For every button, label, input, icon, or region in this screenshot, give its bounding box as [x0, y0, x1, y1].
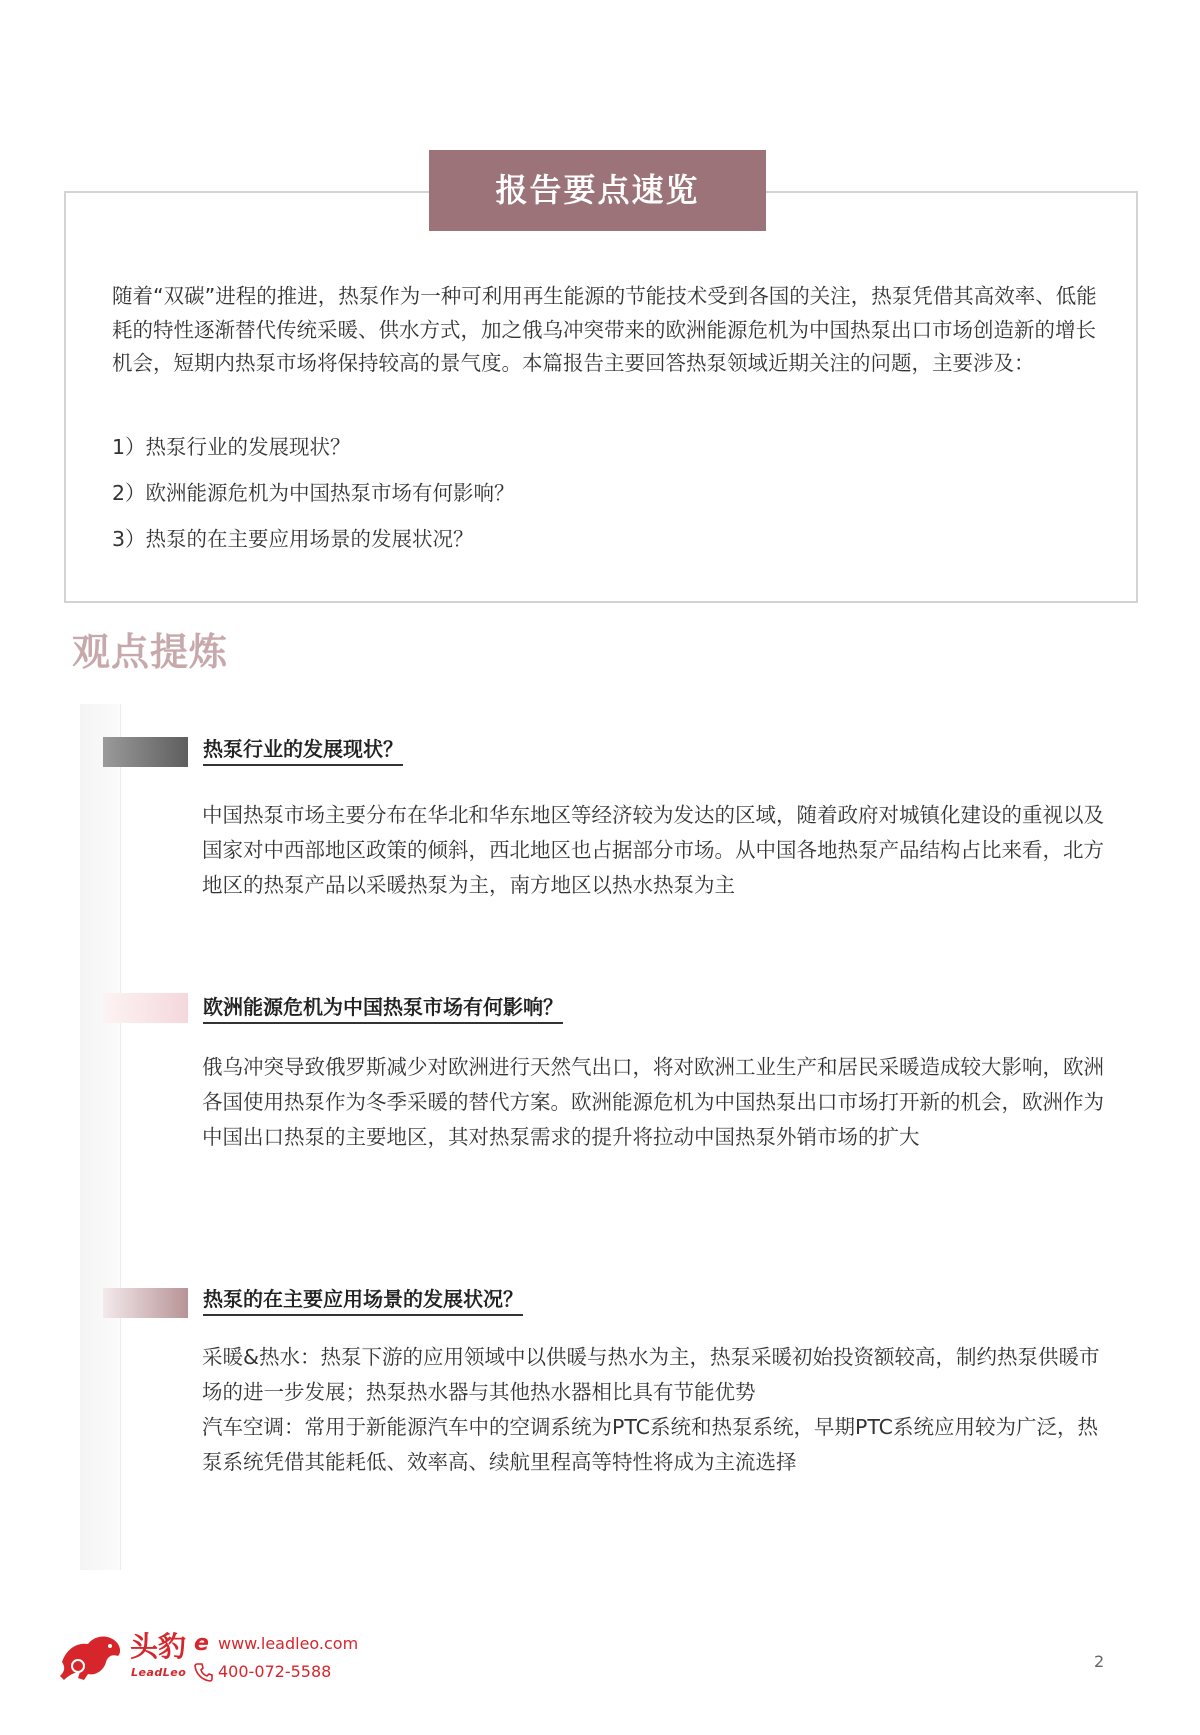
section-title-insights: 观点提炼 [72, 630, 229, 674]
web-icon: e [194, 1631, 209, 1656]
point-body-3a: 采暖&热水：热泵下游的应用领域中以供暖与热水为主，热泵采暖初始投资额较高，制约热泵供暖市场的进一步发展；热泵热水器与其他热水器相比具有节能优势 [202, 1345, 1100, 1404]
phone-number: 400-072-5588 [218, 1662, 332, 1681]
page-number: 2 [1094, 1652, 1105, 1671]
footer [60, 1630, 380, 1690]
point-marker-1 [103, 737, 188, 767]
point-body-1: 中国热泵市场主要分布在华北和华东地区等经济较为发达的区域，随着政府对城镇化建设的重视以及国家对中西部地区政策的倾斜，西北地区也占据部分市场。从中国各地热泵产品结构占比来看，北方地区的热泵产品以采暖热泵为主，南方地区以热水热泵为主 [202, 803, 1104, 897]
summary-question-2: 2）欧洲能源危机为中国热泵市场有何影响？ [112, 481, 515, 505]
logo-text-en: LeadLeo [131, 1666, 187, 1679]
leopard-logo-icon [60, 1632, 124, 1682]
summary-question-1: 1）热泵行业的发展现状？ [112, 435, 351, 459]
timeline-rail [80, 704, 121, 1570]
point-marker-2 [103, 993, 188, 1023]
point-marker-3 [103, 1288, 188, 1318]
summary-intro: 随着“双碳”进程的推进，热泵作为一种可利用再生能源的节能技术受到各国的关注，热泵凭借其高效率、低能耗的特性逐渐替代传统采暖、供水方式，加之俄乌冲突带来的欧洲能源危机为中国热泵出口市场创造新的增长机会，短期内热泵市场将保持较高的景气度。本篇报告主要回答热泵领域近期关注的问题，主要涉及： [112, 284, 1097, 375]
point-body-3b: 汽车空调：常用于新能源汽车中的空调系统为PTC系统和热泵系统，早期PTC系统应用较为广泛，热泵系统凭借其能耗低、效率高、续航里程高等特性将成为主流选择 [202, 1415, 1098, 1474]
website-link[interactable]: www.leadleo.com [218, 1634, 359, 1653]
point-title-2: 欧洲能源危机为中国热泵市场有何影响？ [203, 994, 563, 1024]
summary-question-3: 3）热泵的在主要应用场景的发展状况？ [112, 527, 474, 551]
summary-title: 报告要点速览 [429, 150, 766, 231]
point-body-2: 俄乌冲突导致俄罗斯减少对欧洲进行天然气出口，将对欧洲工业生产和居民采暖造成较大影响，欧洲各国使用热泵作为冬季采暖的替代方案。欧洲能源危机为中国热泵出口市场打开新的机会，欧洲作为中国出口热泵的主要地区，其对热泵需求的提升将拉动中国热泵外销市场的扩大 [202, 1055, 1104, 1149]
point-title-3: 热泵的在主要应用场景的发展状况？ [203, 1286, 523, 1316]
phone-icon [194, 1662, 214, 1682]
logo-text-cn: 头豹 [130, 1630, 187, 1663]
point-title-1: 热泵行业的发展现状？ [203, 736, 403, 766]
